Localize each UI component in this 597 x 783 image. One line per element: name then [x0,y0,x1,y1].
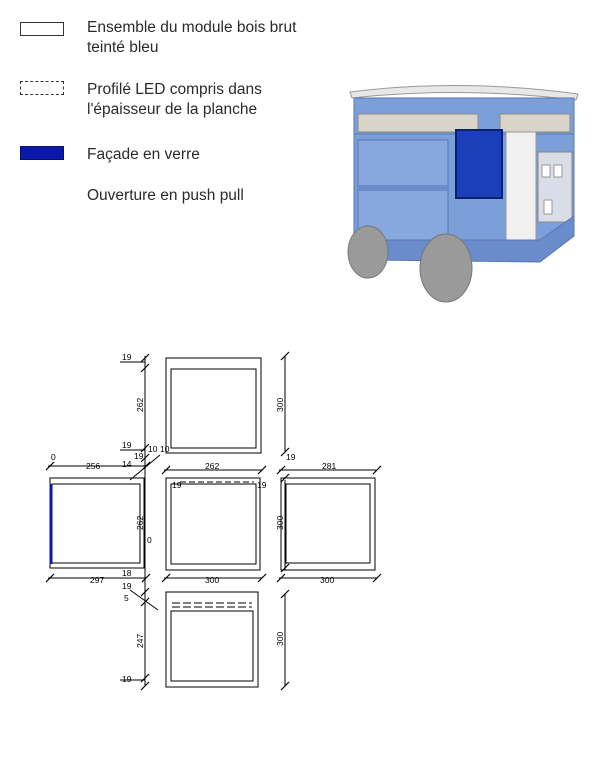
dim-joint-19b: 19 [122,581,132,591]
dim-mid-center-total-w: 300 [205,575,220,585]
dim-joint-19: 19 [134,451,144,461]
dim-mid-left-inner-h: 262 [135,515,145,530]
dim-mid-right-inner-w: 281 [322,461,337,471]
dim-mid-right-height: 300 [275,515,285,530]
dim-top-total: 300 [275,397,285,412]
dashed-outline-swatch-icon [20,81,64,95]
dim-mid-right-total-w: 300 [320,575,335,585]
blue-fill-swatch-icon [20,146,64,160]
dim-joint-18: 18 [122,568,132,578]
technical-drawing [0,340,597,778]
legend-label: Ensemble du module bois brut teinté bleu [87,19,297,56]
dim-joint-10b: 10 [160,444,170,454]
dim-mid-center-inner-w: 262 [205,461,220,471]
dim-top-inner: 262 [135,397,145,412]
dim-top-thk-top: 19 [122,352,132,362]
legend [0,0,340,220]
dim-mid-center-thk-left: 19 [172,480,182,490]
legend-label: Profilé LED compris dans l'épaisseur de la planche [87,81,262,118]
dim-mid-left-zero: 0 [51,452,56,462]
dim-mid-center-thk-right: 19 [257,480,267,490]
dim-bottom-total: 300 [275,631,285,646]
legend-label: Ouverture en push pull [87,187,244,204]
dim-mid-left-total-w: 297 [90,575,105,585]
dim-bottom-inner: 247 [135,633,145,648]
cart-3d-render-icon [340,70,590,320]
solid-outline-swatch-icon [20,22,64,36]
dim-joint-5: 5 [124,593,129,603]
dim-mid-left-inner-w: 256 [86,461,101,471]
dim-top-thk-bottom: 19 [122,440,132,450]
dim-joint-10: 10 [148,444,158,454]
dim-joint-14: 14 [122,459,132,469]
dim-mid-left-zero-side: 0 [147,535,152,545]
dim-mid-right-thk-top: 19 [286,452,296,462]
legend-label: Façade en verre [87,146,200,163]
dim-bottom-thk: 19 [122,674,132,684]
